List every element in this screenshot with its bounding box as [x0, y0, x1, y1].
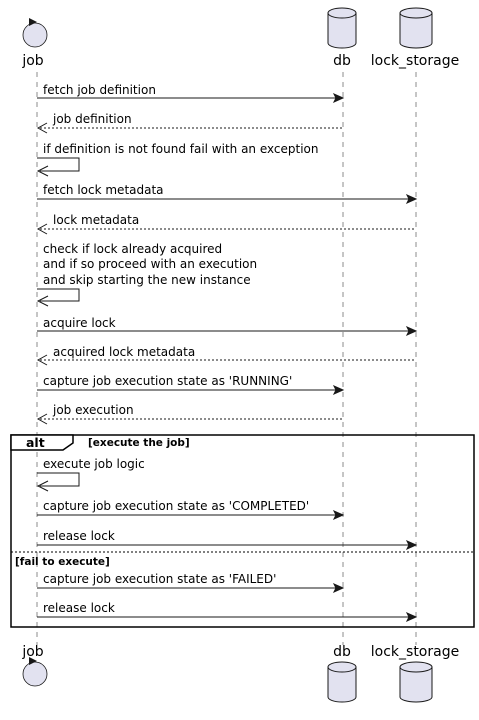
- message-fetch-job-definition: [37, 83, 343, 102]
- svg-text:capture job execution state as: capture job execution state as 'FAILED': [43, 572, 277, 586]
- alt-guard-execute: [execute the job]: [88, 437, 190, 449]
- message-job-definition-return: [38, 112, 343, 133]
- svg-text:release lock: release lock: [43, 529, 115, 543]
- svg-text:acquire lock: acquire lock: [43, 316, 116, 330]
- control-icon: [23, 18, 47, 47]
- database-icon: [400, 662, 432, 702]
- message-fetch-lock-metadata: [37, 183, 416, 203]
- message-capture-running: [37, 374, 343, 394]
- message-lock-metadata-return: [38, 213, 416, 234]
- svg-text:if definition is not found fai: if definition is not found fail with an exception: [43, 142, 319, 156]
- self-message-execute-job-logic: [37, 457, 145, 491]
- participant-lock-storage-bottom: [371, 644, 459, 702]
- participant-db-top: [328, 8, 356, 69]
- alt-guard-fail: [fail to execute]: [15, 556, 110, 568]
- message-capture-completed: [37, 499, 343, 519]
- svg-text:lock metadata: lock metadata: [53, 213, 140, 227]
- participant-lock-storage-top: [371, 8, 459, 69]
- message-release-lock-2: [37, 601, 416, 621]
- self-message-check-lock: [37, 242, 257, 306]
- message-release-lock-1: [37, 529, 416, 549]
- message-acquire-lock: [37, 316, 416, 335]
- svg-text:capture job execution state as: capture job execution state as 'RUNNING': [43, 374, 293, 388]
- database-icon: [328, 662, 356, 702]
- svg-text:fetch lock metadata: fetch lock metadata: [43, 183, 164, 197]
- svg-text:check if lock already acquired: check if lock already acquired: [43, 242, 223, 256]
- svg-text:and if so proceed with an exec: and if so proceed with an execution: [43, 257, 258, 271]
- svg-text:execute job logic: execute job logic: [43, 457, 145, 471]
- alt-keyword: alt: [26, 435, 45, 450]
- message-job-execution-return: [38, 403, 343, 424]
- participant-job-top: [21, 18, 47, 69]
- participant-label-lock-storage: lock_storage: [370, 53, 460, 69]
- svg-text:capture job execution state as: capture job execution state as 'COMPLETED': [43, 499, 310, 513]
- svg-text:release lock: release lock: [43, 601, 115, 615]
- svg-text:acquired lock metadata: acquired lock metadata: [53, 345, 196, 359]
- database-icon: [328, 8, 356, 48]
- participant-label-job: job: [22, 53, 44, 69]
- participant-db-bottom: [328, 644, 356, 702]
- message-capture-failed: [37, 572, 343, 592]
- message-acquired-lock-metadata-return: [38, 345, 416, 365]
- participant-label-job: job: [22, 644, 44, 660]
- self-message-definition-check: [37, 142, 319, 176]
- svg-text:and skip starting the new inst: and skip starting the new instance: [43, 273, 251, 287]
- database-icon: [400, 8, 432, 48]
- participant-job-bottom: [21, 644, 47, 686]
- participant-label-db: db: [333, 644, 351, 660]
- svg-text:job definition: job definition: [53, 112, 132, 126]
- svg-text:job execution: job execution: [53, 403, 134, 417]
- participant-label-db: db: [333, 53, 351, 69]
- participant-label-lock-storage: lock_storage: [370, 644, 460, 660]
- svg-text:fetch job definition: fetch job definition: [43, 83, 156, 97]
- control-icon: [23, 657, 47, 686]
